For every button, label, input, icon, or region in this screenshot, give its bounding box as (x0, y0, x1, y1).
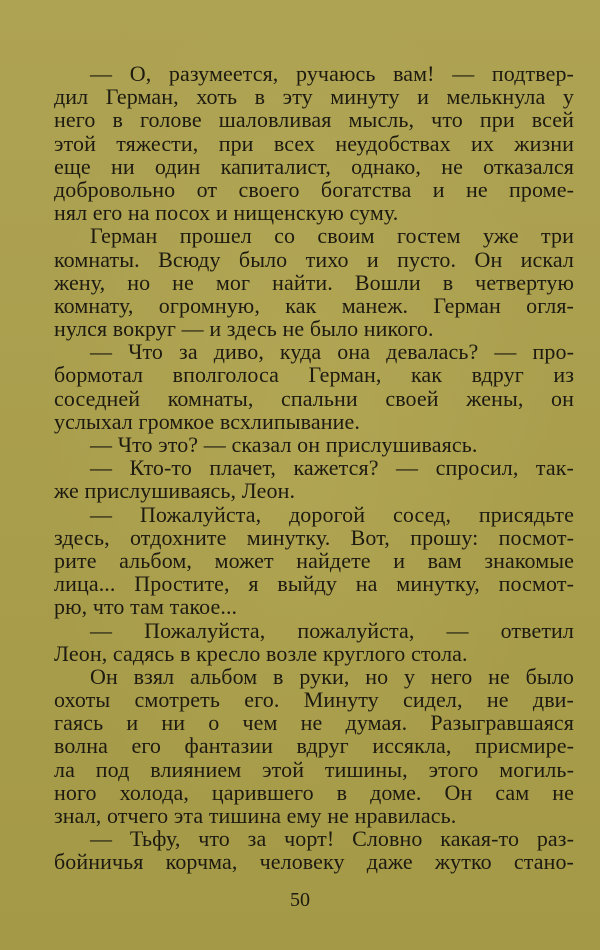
text-line: гаясь и ни о чем не думая. Разыгравшаяся (54, 710, 574, 736)
text-line: — О, разумеется, ручаюсь вам! — подтвер- (90, 61, 574, 86)
text-line: здесь, отдохните минутку. Вот, прошу: посмот- (54, 524, 574, 550)
text-line: соседней комнаты, спальни своей жены, он (54, 385, 574, 411)
text-line: услыхал громкое всхлипывание. (54, 408, 360, 434)
text-line: нулся вокруг — и здесь не было никого. (54, 316, 434, 342)
text-line: Он взял альбом в руки, но у него не было (90, 663, 574, 689)
text-line: — Что это? — сказал он прислушиваясь. (90, 432, 478, 457)
text-line: рите альбом, может найдете и вам знакомые (54, 547, 574, 573)
text-line: рю, что там такое... (54, 594, 238, 620)
text-line: Герман прошел со своим гостем уже три (90, 223, 574, 249)
text-line: — Пожалуйста, пожалуйста, — ответил (90, 617, 574, 643)
text-line: знал, отчего эта тишина ему не нравилась. (54, 803, 457, 828)
text-line: — Кто-то плачет, кажется? — спросил, так- (90, 455, 574, 481)
text-line: дил Герман, хоть в эту минуту и мелькнула у (54, 84, 574, 110)
text-line: волна его фантазии вдруг иссякла, присмире- (54, 733, 574, 759)
text-line: бойничья корчма, человеку даже жутко стано- (54, 849, 574, 875)
text-line: еще ни один капиталист, однако, не отказался (54, 153, 574, 179)
text-line: бормотал вполголоса Герман, как вдруг из (54, 362, 574, 388)
text-line: ного холода, царившего в доме. Он сам не (54, 779, 574, 805)
text-line: — Тьфу, что за чорт! Словно какая-то раз- (90, 826, 574, 852)
text-line: охоты смотреть его. Минуту сидел, не дви- (54, 687, 574, 713)
text-line: лица... Простите, я выйду на минутку, посмот- (54, 571, 574, 597)
text-line: ла под влиянием этой тишины, этого могиль- (54, 756, 574, 782)
text-line: комнату, огромную, как манеж. Герман огля- (54, 292, 574, 318)
text-line: жену, но не мог найти. Вошли в четвертую (54, 269, 574, 295)
text-line: комнаты. Всюду было тихо и пусто. Он искал (54, 246, 574, 272)
text-line: — Пожалуйста, дорогой сосед, присядьте (90, 501, 574, 527)
text-line: же прислушиваясь, Леон. (54, 478, 296, 504)
text-line: Леон, садясь в кресло возле круглого стола. (54, 640, 468, 666)
page-number: 50 (290, 889, 310, 911)
text-line: — Что за диво, куда она девалась? — про- (90, 339, 574, 365)
text-line: нял его на посох и нищенскую суму. (54, 200, 399, 226)
text-line: этой тяжести, при всех неудобствах их жизни (54, 130, 574, 156)
body-text (54, 62, 574, 874)
text-line: добровольно от своего богатства и не проме- (54, 176, 574, 202)
text-line: него в голове шаловливая мысль, что при всей (54, 107, 574, 133)
